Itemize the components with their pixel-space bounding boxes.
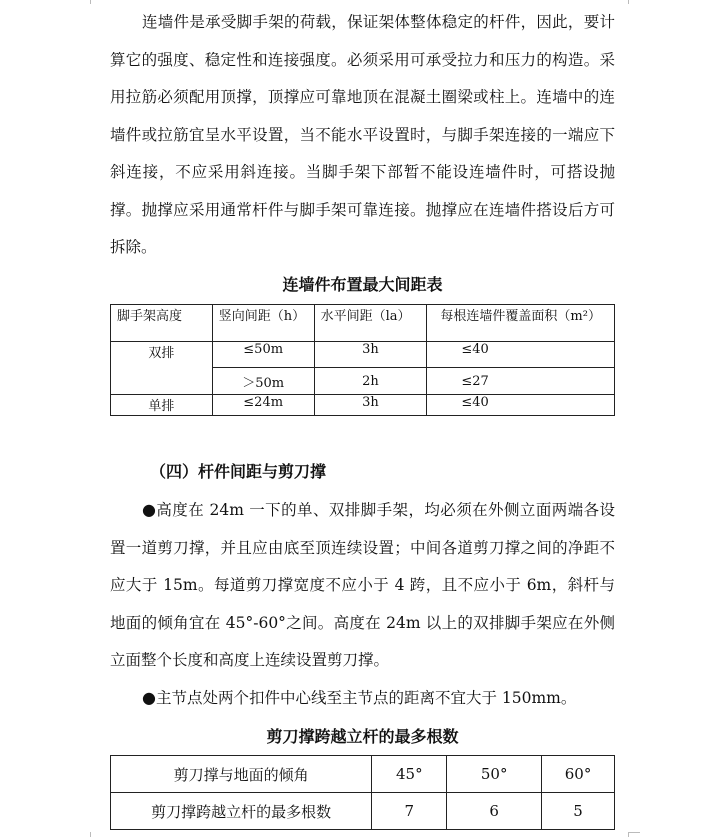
table2-caption: 剪刀撑跨越立杆的最多根数 [266, 727, 459, 746]
scissor-brace-table [110, 755, 615, 830]
bullet-icon: ● [142, 688, 156, 707]
cell-count-label: 剪刀撑跨越立杆的最多根数 [111, 793, 372, 830]
cell-count: 5 [542, 793, 615, 830]
header-horizontal-spacing: 水平间距（la） [314, 305, 427, 342]
cell-area: ≤40 [427, 342, 615, 368]
table-row [111, 756, 615, 793]
cell-area: ≤40 [427, 395, 615, 416]
page-margin-mark-bottom-left [90, 832, 91, 837]
paragraph-text: 主节点处两个扣件中心线至主节点的距离不宜大于 150mm。 [155, 689, 577, 707]
cell-area: ≤27 [427, 368, 615, 395]
table-row [111, 395, 615, 416]
page-margin-mark-top-right [628, 0, 629, 4]
wall-tie-spacing-table [110, 304, 615, 416]
cell-horizontal: 2h [314, 368, 427, 395]
cell-vertical: ＞50m [212, 368, 314, 395]
table-row [111, 342, 615, 368]
section-heading: （四）杆件间距与剪刀撑 [150, 462, 327, 481]
cell-angle: 60° [542, 756, 615, 793]
cell-type-single: 单排 [111, 395, 213, 416]
paragraph-node-distance [110, 679, 615, 718]
cell-angle: 50° [447, 756, 542, 793]
page-margin-mark-corner [628, 832, 640, 833]
cell-angle-label: 剪刀撑与地面的倾角 [111, 756, 372, 793]
paragraph-text: 高度在 24m 一下的单、双排脚手架，均必须在外侧立面两端各设置一道剪刀撑，并且应由底至顶连续设置；中间各道剪刀撑之间的净距不应大于 15m。每道剪刀撑宽度不应小于 4 跨，且不应小于 6m，斜杆与地面的倾角宜在 45°-60°之间。高度在 24m 以上的双排脚手架应在外侧立面整个长度和高度上连续设置剪刀撑。 [110, 501, 615, 669]
cell-horizontal: 3h [314, 342, 427, 368]
cell-vertical: ≤24m [212, 395, 314, 416]
header-scaffold-height: 脚手架高度 [111, 305, 213, 342]
header-vertical-spacing: 竖向间距（h） [212, 305, 314, 342]
table1-caption: 连墙件布置最大间距表 [282, 275, 443, 294]
cell-vertical: ≤50m [212, 342, 314, 368]
table-row [111, 793, 615, 830]
paragraph-scissor-brace [110, 491, 615, 680]
cell-angle: 45° [372, 756, 447, 793]
cell-count: 7 [372, 793, 447, 830]
page-margin-mark-top-left [90, 0, 91, 4]
cell-type-double: 双排 [111, 342, 213, 395]
cell-count: 6 [447, 793, 542, 830]
paragraph-wall-ties: 连墙件是承受脚手架的荷载，保证架体整体稳定的杆件，因此，要计算它的强度、稳定性和连接强度。必须采用可承受拉力和压力的构造。采用拉筋必须配用顶撑，顶撑应可靠地顶在混凝土圈梁或柱上。连墙中的连墙件或拉筋宜呈水平设置，当不能水平设置时，与脚手架连接的一端应下斜连接，不应采用斜连接。当脚手架下部暂不能设连墙件时，可搭设抛撑。抛撑应采用通常杆件与脚手架可靠连接。抛撑应在连墙件搭设后方可拆除。 [110, 13, 615, 256]
bullet-icon: ● [142, 500, 157, 519]
table-header-row [111, 305, 615, 342]
header-coverage-area: 每根连墙件覆盖面积（m²） [427, 305, 615, 342]
cell-horizontal: 3h [314, 395, 427, 416]
